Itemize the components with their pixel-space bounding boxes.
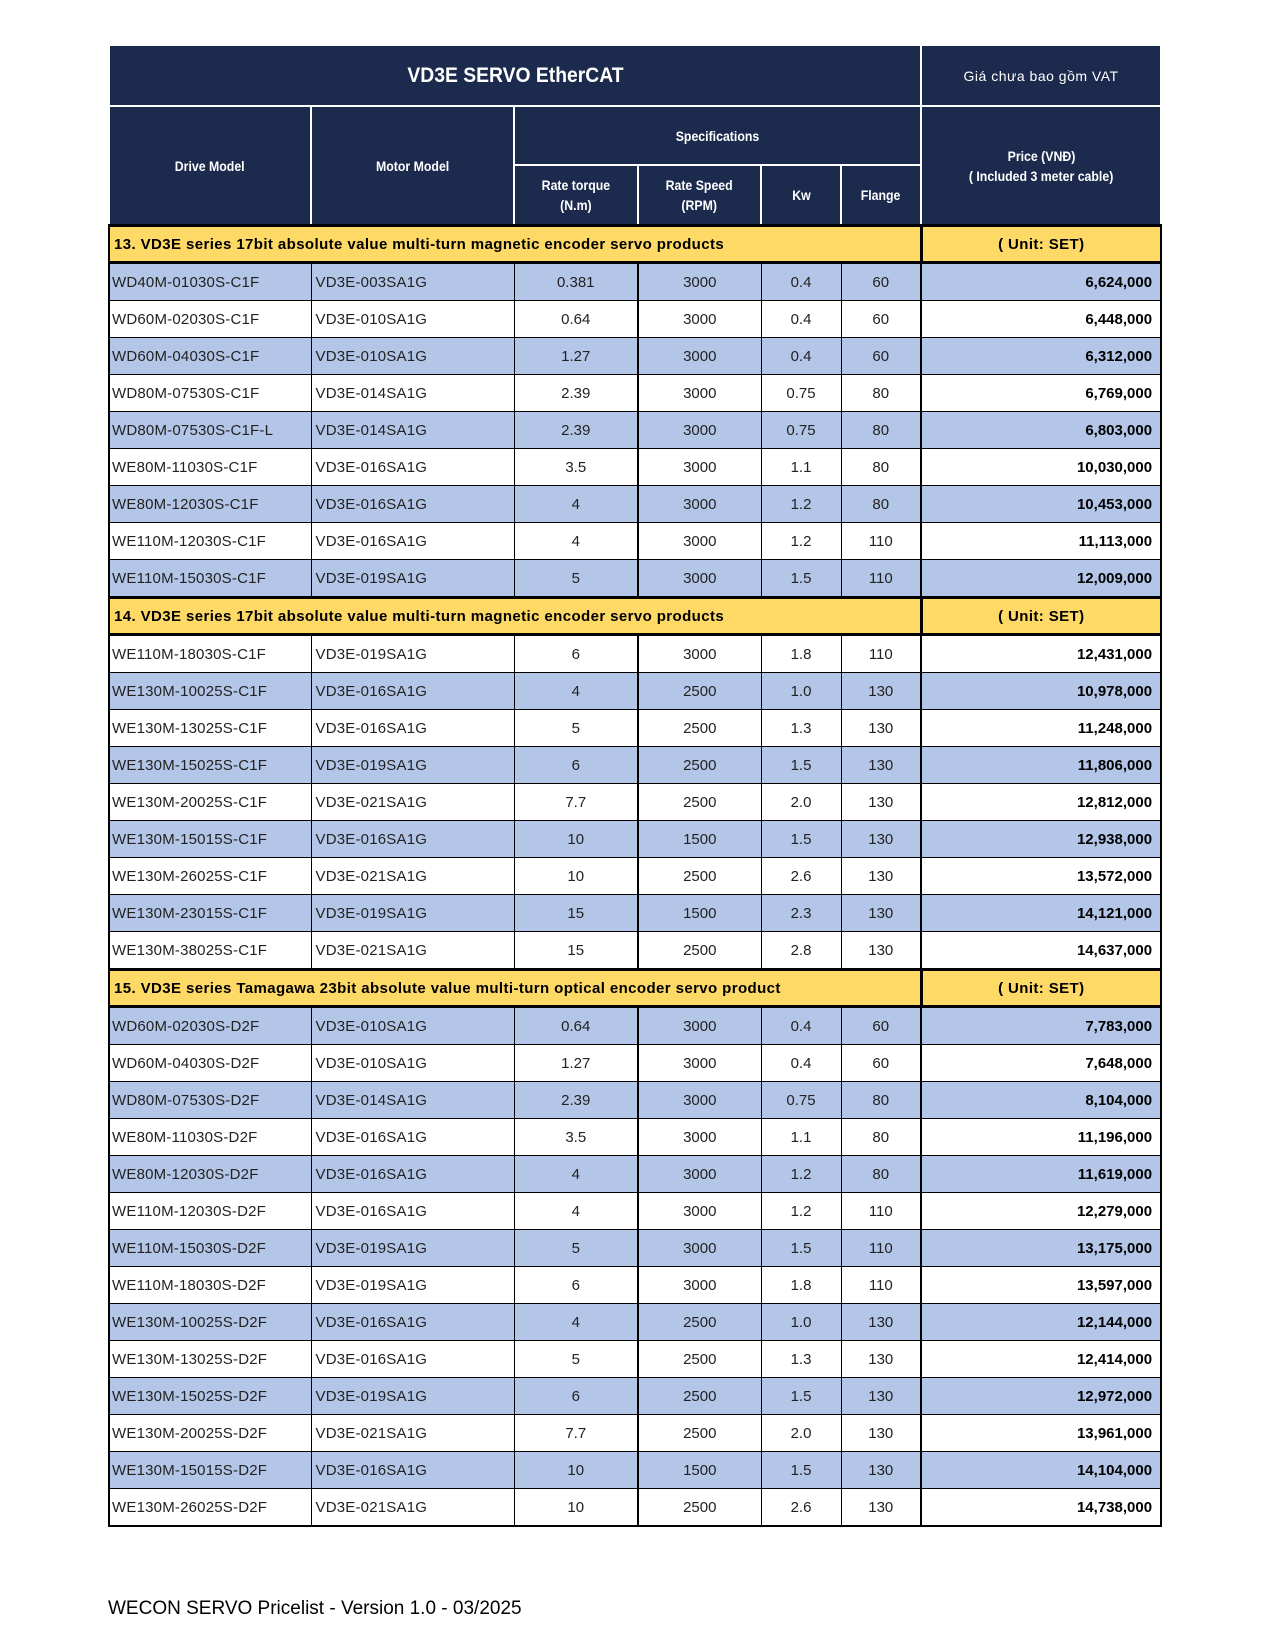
kw-cell: 1.5 (761, 1230, 841, 1267)
drive-model-cell: WE130M-26025S-D2F (109, 1489, 311, 1527)
flange-cell: 130 (841, 747, 921, 784)
drive-model-cell: WE130M-13025S-D2F (109, 1341, 311, 1378)
table-row (109, 412, 1161, 449)
table-row (109, 486, 1161, 523)
rate-speed-cell: 3000 (638, 1119, 761, 1156)
rate-torque-cell: 7.7 (514, 1415, 638, 1452)
section-title: 15. VD3E series Tamagawa 23bit absolute value multi-turn optical encoder servo product (109, 970, 921, 1007)
rate-torque-cell: 0.64 (514, 1007, 638, 1045)
table-row (109, 1193, 1161, 1230)
section-unit: ( Unit: SET) (921, 598, 1161, 635)
kw-cell: 1.2 (761, 486, 841, 523)
motor-model-cell: VD3E-019SA1G (311, 895, 514, 932)
flange-cell: 130 (841, 1415, 921, 1452)
price-cell: 10,030,000 (921, 449, 1161, 486)
rate-speed-cell: 2500 (638, 1341, 761, 1378)
kw-cell: 1.0 (761, 673, 841, 710)
table-row (109, 932, 1161, 970)
rate-speed-cell: 2500 (638, 1378, 761, 1415)
motor-model-cell: VD3E-021SA1G (311, 1415, 514, 1452)
rate-speed-cell: 2500 (638, 858, 761, 895)
flange-cell: 130 (841, 1489, 921, 1527)
section-header-row (109, 226, 1161, 263)
flange-cell: 110 (841, 1230, 921, 1267)
kw-cell: 1.5 (761, 560, 841, 598)
kw-cell: 1.8 (761, 635, 841, 673)
price-cell: 14,104,000 (921, 1452, 1161, 1489)
flange-cell: 80 (841, 375, 921, 412)
rate-torque-cell: 2.39 (514, 412, 638, 449)
motor-model-cell: VD3E-010SA1G (311, 301, 514, 338)
kw-cell: 0.4 (761, 338, 841, 375)
rate-torque-cell: 6 (514, 1267, 638, 1304)
motor-model-cell: VD3E-021SA1G (311, 1489, 514, 1527)
price-cell: 12,812,000 (921, 784, 1161, 821)
table-row (109, 1378, 1161, 1415)
motor-model-cell: VD3E-016SA1G (311, 1341, 514, 1378)
kw-cell: 1.2 (761, 1193, 841, 1230)
price-cell: 10,978,000 (921, 673, 1161, 710)
header-price: Price (VNĐ) ( Included 3 meter cable) (921, 106, 1161, 226)
price-cell: 12,431,000 (921, 635, 1161, 673)
kw-cell: 1.5 (761, 1378, 841, 1415)
motor-model-cell: VD3E-019SA1G (311, 1267, 514, 1304)
price-cell: 13,961,000 (921, 1415, 1161, 1452)
price-cell: 12,144,000 (921, 1304, 1161, 1341)
table-row (109, 449, 1161, 486)
flange-cell: 60 (841, 1007, 921, 1045)
price-cell: 7,648,000 (921, 1045, 1161, 1082)
rate-torque-cell: 3.5 (514, 1119, 638, 1156)
kw-cell: 1.2 (761, 523, 841, 560)
flange-cell: 60 (841, 338, 921, 375)
table-row (109, 560, 1161, 598)
rate-torque-cell: 1.27 (514, 338, 638, 375)
kw-cell: 0.4 (761, 301, 841, 338)
flange-cell: 130 (841, 932, 921, 970)
motor-model-cell: VD3E-021SA1G (311, 784, 514, 821)
drive-model-cell: WE130M-26025S-C1F (109, 858, 311, 895)
rate-torque-cell: 2.39 (514, 375, 638, 412)
price-cell: 6,624,000 (921, 263, 1161, 301)
rate-torque-cell: 6 (514, 635, 638, 673)
flange-cell: 130 (841, 710, 921, 747)
price-cell: 12,009,000 (921, 560, 1161, 598)
drive-model-cell: WE130M-15025S-D2F (109, 1378, 311, 1415)
kw-cell: 2.6 (761, 858, 841, 895)
kw-cell: 1.5 (761, 747, 841, 784)
drive-model-cell: WE110M-15030S-D2F (109, 1230, 311, 1267)
drive-model-cell: WD40M-01030S-C1F (109, 263, 311, 301)
flange-cell: 130 (841, 673, 921, 710)
kw-cell: 1.8 (761, 1267, 841, 1304)
drive-model-cell: WD60M-02030S-C1F (109, 301, 311, 338)
price-cell: 14,637,000 (921, 932, 1161, 970)
header-row-1 (109, 106, 1161, 165)
flange-cell: 110 (841, 523, 921, 560)
motor-model-cell: VD3E-016SA1G (311, 1452, 514, 1489)
kw-cell: 1.1 (761, 1119, 841, 1156)
rate-torque-cell: 5 (514, 1341, 638, 1378)
drive-model-cell: WE130M-15015S-D2F (109, 1452, 311, 1489)
table-row (109, 1045, 1161, 1082)
table-row (109, 263, 1161, 301)
kw-cell: 0.75 (761, 412, 841, 449)
drive-model-cell: WE110M-12030S-C1F (109, 523, 311, 560)
rate-torque-cell: 5 (514, 1230, 638, 1267)
header-rate-speed: Rate Speed (RPM) (638, 165, 761, 226)
header-rate-torque: Rate torque (N.m) (514, 165, 638, 226)
rate-torque-cell: 3.5 (514, 449, 638, 486)
section-header-row (109, 970, 1161, 1007)
price-cell: 12,414,000 (921, 1341, 1161, 1378)
kw-cell: 2.3 (761, 895, 841, 932)
rate-torque-cell: 1.27 (514, 1045, 638, 1082)
rate-speed-cell: 1500 (638, 821, 761, 858)
motor-model-cell: VD3E-016SA1G (311, 1156, 514, 1193)
price-cell: 12,938,000 (921, 821, 1161, 858)
motor-model-cell: VD3E-019SA1G (311, 560, 514, 598)
rate-speed-cell: 2500 (638, 1304, 761, 1341)
motor-model-cell: VD3E-016SA1G (311, 449, 514, 486)
rate-torque-cell: 10 (514, 1489, 638, 1527)
price-cell: 6,769,000 (921, 375, 1161, 412)
motor-model-cell: VD3E-014SA1G (311, 375, 514, 412)
rate-speed-cell: 2500 (638, 710, 761, 747)
flange-cell: 130 (841, 784, 921, 821)
rate-torque-cell: 10 (514, 1452, 638, 1489)
table-row (109, 784, 1161, 821)
motor-model-cell: VD3E-016SA1G (311, 710, 514, 747)
price-cell: 6,448,000 (921, 301, 1161, 338)
motor-model-cell: VD3E-014SA1G (311, 412, 514, 449)
drive-model-cell: WD80M-07530S-C1F-L (109, 412, 311, 449)
rate-torque-cell: 10 (514, 858, 638, 895)
flange-cell: 130 (841, 821, 921, 858)
rate-speed-cell: 3000 (638, 1267, 761, 1304)
rate-torque-cell: 6 (514, 1378, 638, 1415)
price-cell: 10,453,000 (921, 486, 1161, 523)
motor-model-cell: VD3E-016SA1G (311, 1119, 514, 1156)
kw-cell: 1.3 (761, 710, 841, 747)
flange-cell: 60 (841, 301, 921, 338)
table-row (109, 1415, 1161, 1452)
motor-model-cell: VD3E-016SA1G (311, 523, 514, 560)
header-flange: Flange (841, 165, 921, 226)
rate-torque-cell: 6 (514, 747, 638, 784)
price-cell: 14,121,000 (921, 895, 1161, 932)
price-cell: 13,597,000 (921, 1267, 1161, 1304)
flange-cell: 80 (841, 1082, 921, 1119)
motor-model-cell: VD3E-016SA1G (311, 486, 514, 523)
flange-cell: 130 (841, 858, 921, 895)
drive-model-cell: WE130M-15015S-C1F (109, 821, 311, 858)
rate-speed-cell: 3000 (638, 1007, 761, 1045)
rate-speed-cell: 1500 (638, 1452, 761, 1489)
rate-torque-cell: 0.381 (514, 263, 638, 301)
drive-model-cell: WE110M-15030S-C1F (109, 560, 311, 598)
rate-speed-cell: 3000 (638, 412, 761, 449)
drive-model-cell: WE130M-20025S-D2F (109, 1415, 311, 1452)
rate-torque-cell: 5 (514, 560, 638, 598)
motor-model-cell: VD3E-016SA1G (311, 1193, 514, 1230)
flange-cell: 60 (841, 263, 921, 301)
rate-speed-cell: 3000 (638, 1230, 761, 1267)
rate-torque-cell: 10 (514, 821, 638, 858)
rate-torque-cell: 4 (514, 523, 638, 560)
kw-cell: 2.6 (761, 1489, 841, 1527)
rate-speed-cell: 3000 (638, 263, 761, 301)
table-row (109, 301, 1161, 338)
drive-model-cell: WE130M-10025S-D2F (109, 1304, 311, 1341)
flange-cell: 130 (841, 1304, 921, 1341)
rate-speed-cell: 3000 (638, 338, 761, 375)
price-cell: 11,619,000 (921, 1156, 1161, 1193)
flange-cell: 60 (841, 1045, 921, 1082)
table-row (109, 858, 1161, 895)
section-title: 14. VD3E series 17bit absolute value multi-turn magnetic encoder servo products (109, 598, 921, 635)
rate-speed-cell: 2500 (638, 673, 761, 710)
table-row (109, 1082, 1161, 1119)
flange-cell: 80 (841, 486, 921, 523)
drive-model-cell: WE130M-38025S-C1F (109, 932, 311, 970)
rate-speed-cell: 3000 (638, 486, 761, 523)
motor-model-cell: VD3E-021SA1G (311, 932, 514, 970)
title-row (109, 47, 1161, 107)
motor-model-cell: VD3E-019SA1G (311, 1378, 514, 1415)
table-row (109, 635, 1161, 673)
rate-torque-cell: 5 (514, 710, 638, 747)
rate-torque-cell: 2.39 (514, 1082, 638, 1119)
price-cell: 6,803,000 (921, 412, 1161, 449)
table-row (109, 1230, 1161, 1267)
table-row (109, 523, 1161, 560)
section-unit: ( Unit: SET) (921, 226, 1161, 263)
drive-model-cell: WE130M-10025S-C1F (109, 673, 311, 710)
rate-speed-cell: 1500 (638, 895, 761, 932)
drive-model-cell: WD80M-07530S-C1F (109, 375, 311, 412)
rate-speed-cell: 3000 (638, 560, 761, 598)
table-row (109, 1119, 1161, 1156)
rate-torque-cell: 7.7 (514, 784, 638, 821)
motor-model-cell: VD3E-003SA1G (311, 263, 514, 301)
kw-cell: 2.8 (761, 932, 841, 970)
rate-speed-cell: 2500 (638, 1415, 761, 1452)
drive-model-cell: WE80M-11030S-D2F (109, 1119, 311, 1156)
drive-model-cell: WD80M-07530S-D2F (109, 1082, 311, 1119)
table-row (109, 1304, 1161, 1341)
table-row (109, 747, 1161, 784)
price-cell: 13,175,000 (921, 1230, 1161, 1267)
flange-cell: 110 (841, 635, 921, 673)
kw-cell: 1.0 (761, 1304, 841, 1341)
flange-cell: 80 (841, 412, 921, 449)
price-cell: 14,738,000 (921, 1489, 1161, 1527)
motor-model-cell: VD3E-014SA1G (311, 1082, 514, 1119)
rate-torque-cell: 4 (514, 486, 638, 523)
rate-speed-cell: 3000 (638, 449, 761, 486)
motor-model-cell: VD3E-019SA1G (311, 747, 514, 784)
rate-speed-cell: 3000 (638, 1082, 761, 1119)
kw-cell: 2.0 (761, 784, 841, 821)
rate-speed-cell: 3000 (638, 635, 761, 673)
header-specifications: Specifications (514, 106, 921, 165)
drive-model-cell: WE80M-12030S-D2F (109, 1156, 311, 1193)
kw-cell: 0.4 (761, 263, 841, 301)
kw-cell: 1.5 (761, 821, 841, 858)
flange-cell: 130 (841, 1452, 921, 1489)
flange-cell: 110 (841, 1267, 921, 1304)
price-cell: 11,806,000 (921, 747, 1161, 784)
kw-cell: 1.2 (761, 1156, 841, 1193)
rate-speed-cell: 3000 (638, 1156, 761, 1193)
price-cell: 13,572,000 (921, 858, 1161, 895)
flange-cell: 130 (841, 895, 921, 932)
rate-torque-cell: 4 (514, 1304, 638, 1341)
rate-speed-cell: 3000 (638, 1045, 761, 1082)
kw-cell: 0.4 (761, 1007, 841, 1045)
table-row (109, 1007, 1161, 1045)
table-title: VD3E SERVO EtherCAT (406, 64, 624, 87)
kw-cell: 2.0 (761, 1415, 841, 1452)
motor-model-cell: VD3E-010SA1G (311, 1007, 514, 1045)
drive-model-cell: WE130M-23015S-C1F (109, 895, 311, 932)
kw-cell: 1.3 (761, 1341, 841, 1378)
rate-speed-cell: 2500 (638, 747, 761, 784)
vat-note: Giá chưa bao gồm VAT (921, 47, 1161, 107)
rate-torque-cell: 4 (514, 673, 638, 710)
kw-cell: 0.75 (761, 375, 841, 412)
price-cell: 7,783,000 (921, 1007, 1161, 1045)
drive-model-cell: WE80M-11030S-C1F (109, 449, 311, 486)
drive-model-cell: WE110M-12030S-D2F (109, 1193, 311, 1230)
motor-model-cell: VD3E-019SA1G (311, 635, 514, 673)
flange-cell: 80 (841, 1156, 921, 1193)
drive-model-cell: WE130M-20025S-C1F (109, 784, 311, 821)
kw-cell: 1.5 (761, 1452, 841, 1489)
drive-model-cell: WD60M-04030S-D2F (109, 1045, 311, 1082)
table-row (109, 375, 1161, 412)
drive-model-cell: WD60M-02030S-D2F (109, 1007, 311, 1045)
kw-cell: 0.4 (761, 1045, 841, 1082)
flange-cell: 110 (841, 560, 921, 598)
header-kw: Kw (761, 165, 841, 226)
motor-model-cell: VD3E-010SA1G (311, 1045, 514, 1082)
table-row (109, 1452, 1161, 1489)
flange-cell: 130 (841, 1341, 921, 1378)
flange-cell: 80 (841, 1119, 921, 1156)
table-row (109, 673, 1161, 710)
drive-model-cell: WE80M-12030S-C1F (109, 486, 311, 523)
table-body (109, 226, 1161, 1527)
drive-model-cell: WE110M-18030S-D2F (109, 1267, 311, 1304)
section-title: 13. VD3E series 17bit absolute value multi-turn magnetic encoder servo products (109, 226, 921, 263)
table-row (109, 1341, 1161, 1378)
price-cell: 8,104,000 (921, 1082, 1161, 1119)
price-cell: 11,196,000 (921, 1119, 1161, 1156)
table-row (109, 821, 1161, 858)
drive-model-cell: WE130M-13025S-C1F (109, 710, 311, 747)
table-title-cell (109, 47, 921, 107)
rate-torque-cell: 4 (514, 1156, 638, 1193)
header-motor-model: Motor Model (311, 106, 514, 226)
flange-cell: 80 (841, 449, 921, 486)
table-row (109, 1267, 1161, 1304)
rate-speed-cell: 3000 (638, 301, 761, 338)
kw-cell: 0.75 (761, 1082, 841, 1119)
rate-speed-cell: 3000 (638, 375, 761, 412)
motor-model-cell: VD3E-016SA1G (311, 821, 514, 858)
table-row (109, 1156, 1161, 1193)
table-row (109, 338, 1161, 375)
section-header-row (109, 598, 1161, 635)
rate-torque-cell: 15 (514, 932, 638, 970)
rate-speed-cell: 2500 (638, 1489, 761, 1527)
table-row (109, 1489, 1161, 1527)
price-sheet (108, 46, 1160, 1527)
rate-speed-cell: 2500 (638, 784, 761, 821)
header-drive-model: Drive Model (109, 106, 311, 226)
rate-speed-cell: 2500 (638, 932, 761, 970)
rate-speed-cell: 3000 (638, 523, 761, 560)
rate-torque-cell: 15 (514, 895, 638, 932)
price-cell: 12,972,000 (921, 1378, 1161, 1415)
drive-model-cell: WE110M-18030S-C1F (109, 635, 311, 673)
motor-model-cell: VD3E-019SA1G (311, 1230, 514, 1267)
price-cell: 11,113,000 (921, 523, 1161, 560)
price-table (108, 46, 1162, 1527)
kw-cell: 1.1 (761, 449, 841, 486)
motor-model-cell: VD3E-016SA1G (311, 1304, 514, 1341)
flange-cell: 110 (841, 1193, 921, 1230)
price-cell: 11,248,000 (921, 710, 1161, 747)
drive-model-cell: WD60M-04030S-C1F (109, 338, 311, 375)
price-cell: 6,312,000 (921, 338, 1161, 375)
rate-torque-cell: 4 (514, 1193, 638, 1230)
motor-model-cell: VD3E-021SA1G (311, 858, 514, 895)
table-row (109, 895, 1161, 932)
table-row (109, 710, 1161, 747)
rate-speed-cell: 3000 (638, 1193, 761, 1230)
motor-model-cell: VD3E-016SA1G (311, 673, 514, 710)
rate-torque-cell: 0.64 (514, 301, 638, 338)
price-cell: 12,279,000 (921, 1193, 1161, 1230)
footer-text: WECON SERVO Pricelist - Version 1.0 - 03/2025 (108, 1598, 522, 1619)
section-unit: ( Unit: SET) (921, 970, 1161, 1007)
flange-cell: 130 (841, 1378, 921, 1415)
motor-model-cell: VD3E-010SA1G (311, 338, 514, 375)
drive-model-cell: WE130M-15025S-C1F (109, 747, 311, 784)
